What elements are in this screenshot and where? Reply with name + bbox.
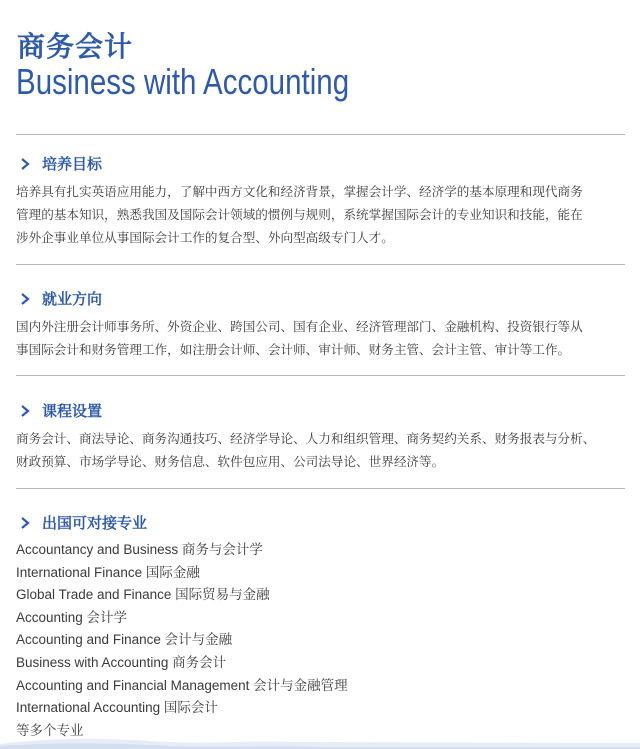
divider <box>16 488 625 489</box>
major-list <box>16 539 628 742</box>
chevron-right-icon <box>18 403 34 419</box>
page-title-chinese: 商务会计 <box>17 30 134 63</box>
chevron-right-icon <box>18 515 34 531</box>
text-line: 管理的基本知识，熟悉我国及国际会计领域的惯例与规则，系统掌握国际会计的专业知识和技能，能在 <box>16 207 583 222</box>
section-text <box>16 180 628 249</box>
list-item: International Accounting 国际会计 <box>16 700 218 716</box>
text-line: 国内外注册会计师事务所、外资企业、跨国公司、国有企业、经济管理部门、金融机构、投资银行等从 <box>16 319 583 334</box>
list-item: Global Trade and Finance 国际贸易与金融 <box>16 587 270 603</box>
text-line: 培养具有扎实英语应用能力，了解中西方文化和经济背景，掌握会计学、经济学的基本原理和现代商务 <box>16 184 583 199</box>
list-item: Accounting 会计学 <box>16 609 128 625</box>
divider <box>16 264 625 265</box>
chevron-right-icon <box>18 156 34 172</box>
list-item: 等多个专业 <box>16 722 84 738</box>
page-title-english: Business with Accounting <box>16 61 350 102</box>
text-line: 涉外企事业单位从事国际会计工作的复合型、外向型高级专门人才。 <box>16 230 394 245</box>
section-text <box>16 427 628 473</box>
section-curriculum <box>16 400 628 473</box>
list-item: Accounting and Financial Management 会计与金融管理 <box>16 677 348 693</box>
text-line: 财政预算、市场学导论、财务信息、软件包应用、公司法导论、世界经济等。 <box>16 454 445 469</box>
list-item: Business with Accounting 商务会计 <box>16 654 227 670</box>
section-career-direction <box>16 288 628 361</box>
section-title: 培养目标 <box>42 155 103 173</box>
list-item: Accounting and Finance 会计与金融 <box>16 632 233 648</box>
section-header <box>16 153 628 175</box>
section-header <box>16 288 628 310</box>
list-item: Accountancy and Business 商务与会计学 <box>16 542 263 557</box>
divider <box>16 375 625 376</box>
text-line: 商务会计、商法导论、商务沟通技巧、经济学导论、人力和组织管理、商务契约关系、财务报表与分析、 <box>16 431 596 446</box>
section-text <box>16 315 628 361</box>
section-title: 出国可对接专业 <box>42 514 148 532</box>
section-title: 课程设置 <box>42 402 103 420</box>
divider <box>16 134 625 135</box>
section-training-goals <box>16 153 628 249</box>
decorative-wave <box>0 735 640 749</box>
list-item: International Finance 国际金融 <box>16 564 200 580</box>
section-title: 就业方向 <box>42 290 103 308</box>
section-header <box>16 400 628 422</box>
section-header <box>16 512 628 534</box>
chevron-right-icon <box>18 291 34 307</box>
text-line: 事国际会计和财务管理工作，如注册会计师、会计师、审计师、财务主管、会计主管、审计等工作。 <box>16 342 571 357</box>
section-overseas-majors <box>16 512 628 742</box>
